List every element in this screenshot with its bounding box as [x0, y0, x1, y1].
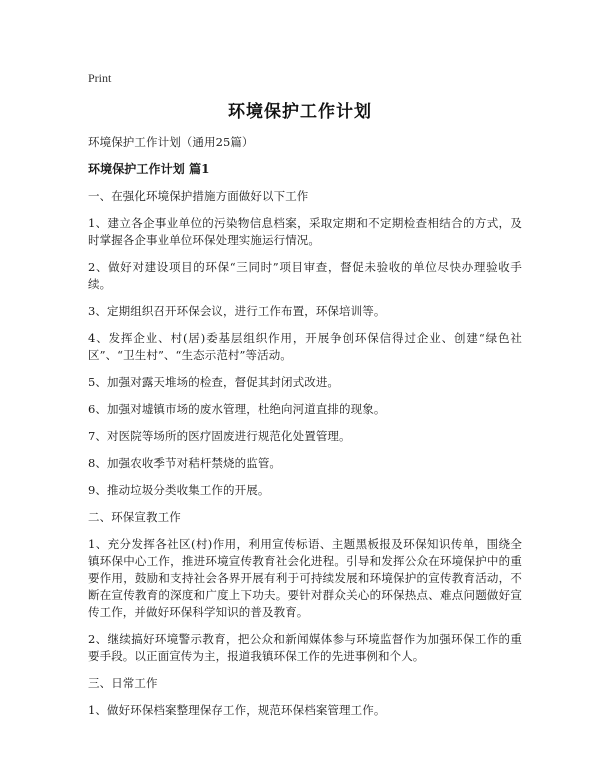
- paragraph: 2、继续搞好环境警示教育，把公众和新闻媒体参与环境监督作为加强环保工作的重要手段。以正面宣传为主，报道我镇环保工作的先进事例和个人。: [88, 632, 522, 663]
- paragraph: 1、做好环保档案整理保存工作，规范环保档案管理工作。: [88, 703, 386, 717]
- document-body: [88, 134, 522, 729]
- section-heading: 环境保护工作计划 篇1: [88, 162, 210, 176]
- paragraph: 7、对医院等场所的医疗固废进行规范化处置管理。: [88, 429, 351, 443]
- paragraph: 6、加强对墟镇市场的废水管理，杜绝向河道直排的现象。: [88, 402, 386, 416]
- paragraph: 二、环保宣教工作: [88, 510, 181, 524]
- paragraph: 9、推动垃圾分类收集工作的开展。: [88, 483, 270, 497]
- paragraph: 一、在强化环境保护措施方面做好以下工作: [88, 189, 309, 203]
- paragraph: 1、充分发挥各社区(村)作用，利用宣传标语、主题黑板报及环保知识传单，围绕全镇环保中心工作，推进环境宣传教育社会化进程。引导和发挥公众在环境保护中的重要作用，鼓励和支持社会各界开展有利于可持续发展和环境保护的宣传教育活动，不断在宣传教育的深度和广度上下功夫。要针对群众关心的环保热点、难点问题做好宣传工作，并做好环保科学知识的普及教育。: [88, 537, 522, 619]
- paragraph: 环境保护工作计划（通用25篇）: [88, 135, 254, 149]
- paragraph: 2、做好对建设项目的环保“三同时”项目审查，督促未验收的单位尽快办理验收手续。: [88, 260, 522, 291]
- paragraph: 8、加强农收季节对秸杆禁烧的监管。: [88, 456, 282, 470]
- paragraph: 4、发挥企业、村(居)委基层组织作用，开展争创环保信得过企业、创建“绿色社区”、“卫生村”、“生态示范村”等活动。: [88, 331, 522, 362]
- paragraph: 3、定期组织召开环保会议，进行工作布置，环保培训等。: [88, 304, 386, 318]
- print-link[interactable]: Print: [88, 71, 112, 85]
- document-title: 环境保护工作计划: [228, 102, 372, 122]
- paragraph: 三、日常工作: [88, 676, 158, 690]
- paragraph: 1、建立各企事业单位的污染物信息档案，采取定期和不定期检查相结合的方式，及时掌握各企事业单位环保处理实施运行情况。: [88, 216, 522, 247]
- paragraph: 5、加强对露天堆场的检查，督促其封闭式改进。: [88, 375, 340, 389]
